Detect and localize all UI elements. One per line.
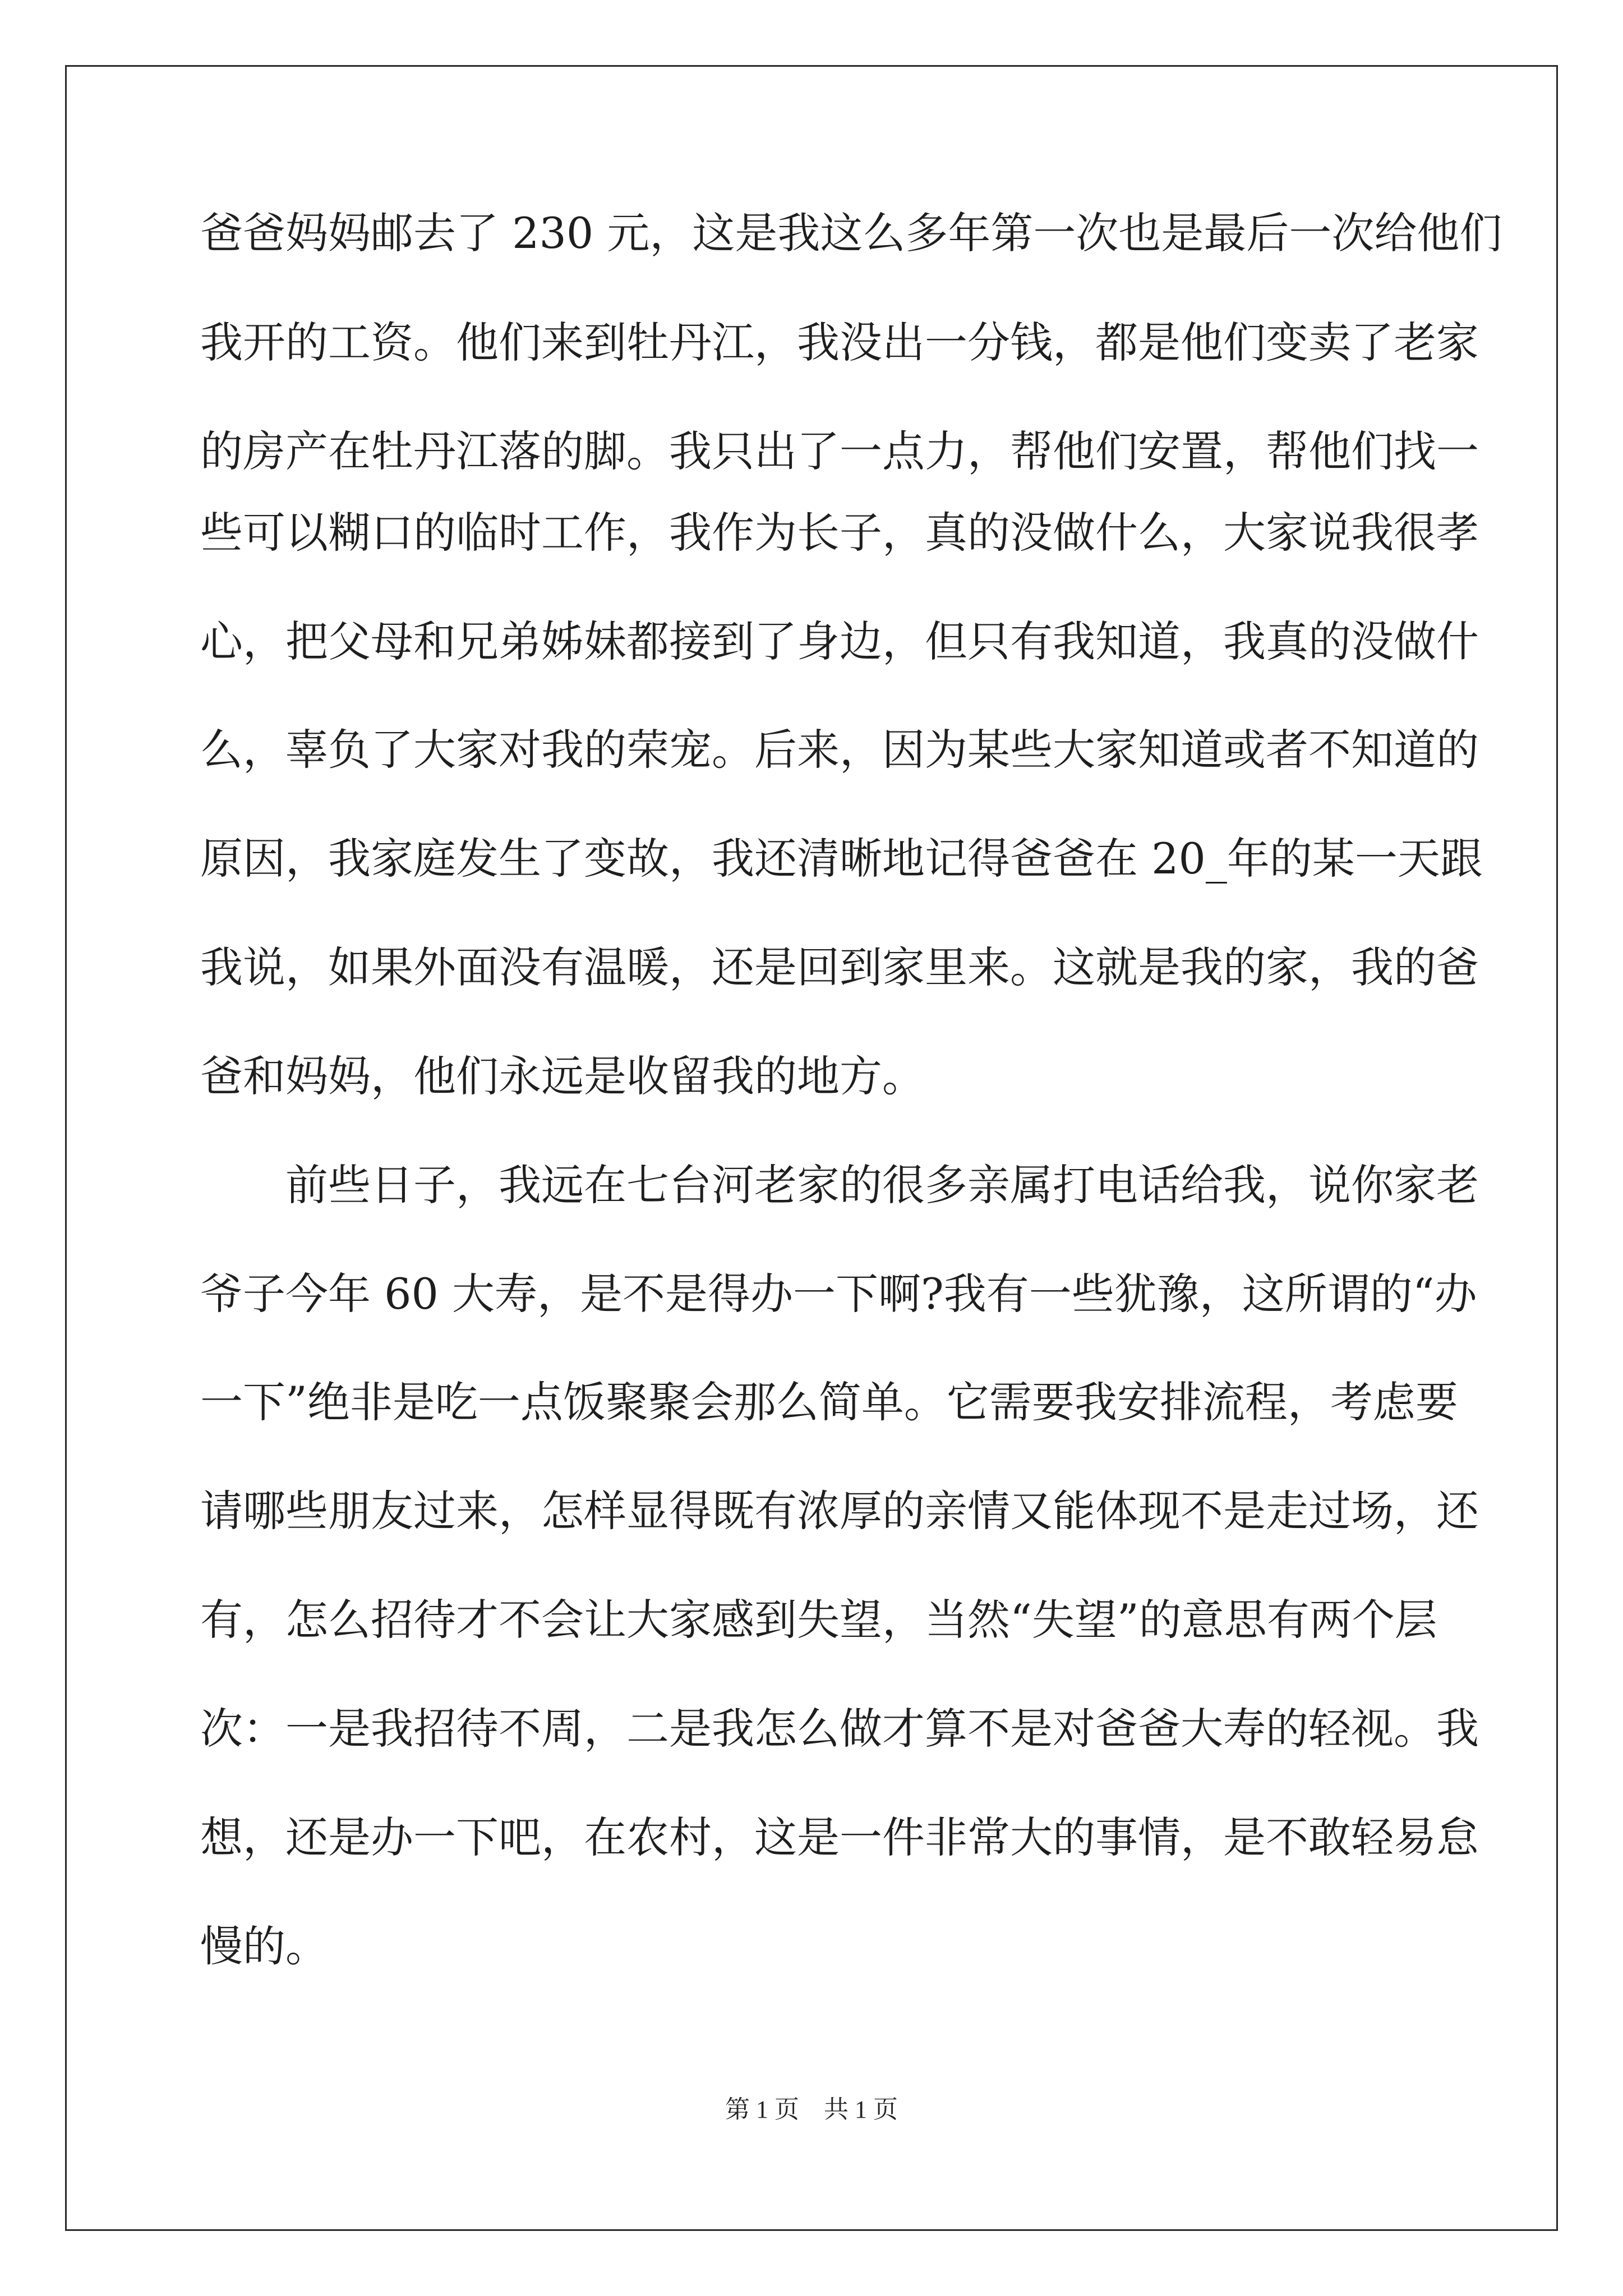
text-line: 请哪些朋友过来，怎样显得既有浓厚的亲情又能体现不是走过场，还 [200, 1486, 1479, 1536]
text-line: 些可以糊口的临时工作，我作为长子，真的没做什么，大家说我很孝 [200, 508, 1479, 558]
text-line: 原因，我家庭发生了变故，我还清晰地记得爸爸在 20_年的某一天跟 [200, 834, 1483, 884]
text-line: 一下”绝非是吃一点饭聚聚会那么简单。它需要我安排流程，考虑要 [200, 1377, 1458, 1427]
text-line: 前些日子，我远在七台河老家的很多亲属打电话给我，说你家老 [200, 1160, 1479, 1210]
text-line: 爸爸妈妈邮去了 230 元，这是我这么多年第一次也是最后一次给他们 [200, 208, 1502, 258]
text-line: 慢的。 [200, 1921, 328, 1971]
text-line: 的房产在牡丹江落的脚。我只出了一点力，帮他们安置，帮他们找一 [200, 426, 1479, 476]
text-line: 我说，如果外面没有温暖，还是回到家里来。这就是我的家，我的爸 [200, 942, 1479, 992]
page-frame [65, 65, 1558, 2231]
text-line: 爸和妈妈，他们永远是收留我的地方。 [200, 1051, 925, 1101]
text-line: 心，把父母和兄弟姊妹都接到了身边，但只有我知道，我真的没做什 [200, 616, 1479, 666]
text-line: 我开的工资。他们来到牡丹江，我没出一分钱，都是他们变卖了老家 [200, 318, 1479, 367]
text-line: 爷子今年 60 大寿，是不是得办一下啊?我有一些犹豫，这所谓的“办 [200, 1269, 1477, 1319]
page-number-footer: 第 1 页 共 1 页 [725, 2096, 898, 2123]
text-line: 次：一是我招待不周，二是我怎么做才算不是对爸爸大寿的轻视。我 [200, 1704, 1479, 1754]
text-line: 想，还是办一下吧，在农村，这是一件非常大的事情，是不敢轻易怠 [200, 1812, 1479, 1862]
text-line: 么，辜负了大家对我的荣宠。后来，因为某些大家知道或者不知道的 [200, 725, 1479, 775]
text-line: 有，怎么招待才不会让大家感到失望，当然“失望”的意思有两个层 [200, 1595, 1437, 1645]
